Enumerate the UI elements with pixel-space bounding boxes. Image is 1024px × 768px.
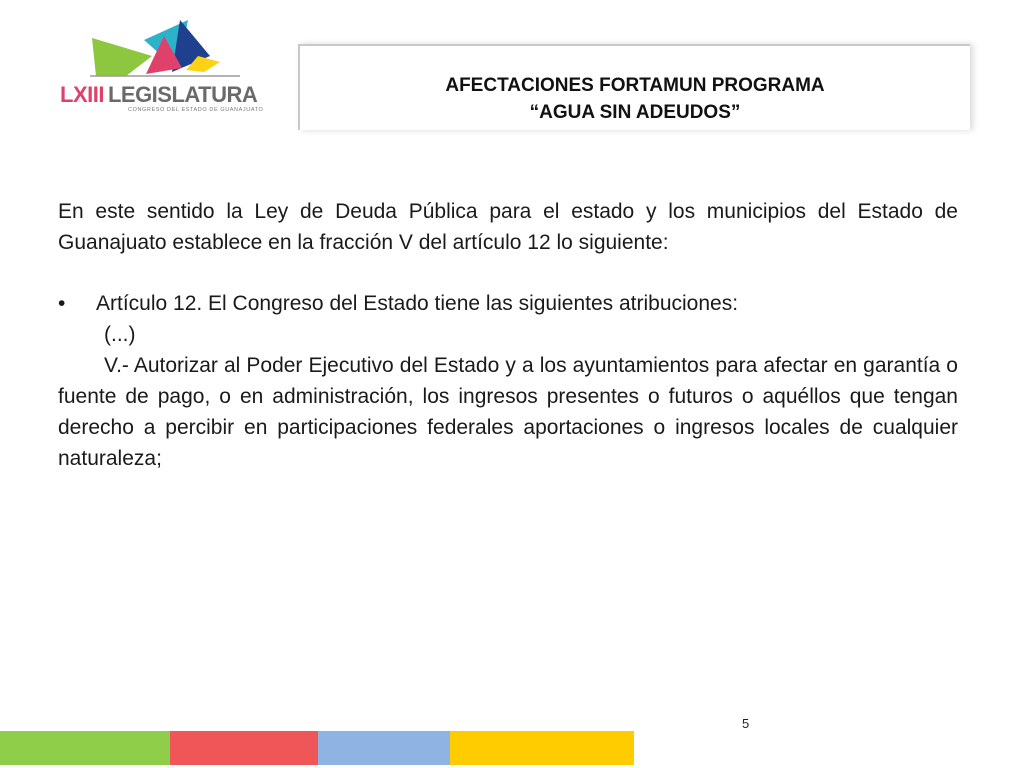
logo-subtitle: CONGRESO DEL ESTADO DE GUANAJUATO bbox=[128, 107, 264, 113]
bullet-item bbox=[58, 288, 958, 319]
fraction-v-paragraph: V.- Autorizar al Poder Ejecutivo del Estado y a los ayuntamientos para afectar en garantía o fuente de pago, o en administración, los ingresos presentes o futuros o aquéllos que tengan derecho a percibir en participaciones federales aportaciones o ingresos locales de cualquier naturaleza; bbox=[58, 354, 958, 470]
bullet-marker: • bbox=[58, 292, 66, 315]
footer-bar-yellow bbox=[450, 731, 634, 765]
footer-bar-red bbox=[170, 731, 318, 765]
ellipsis-text: (...) bbox=[104, 323, 136, 346]
title-line-2: “AGUA SIN ADEUDOS” bbox=[529, 102, 741, 123]
logo-word: LEGISLATURA bbox=[107, 82, 258, 107]
footer-bar-blue bbox=[318, 731, 450, 765]
header-title-box bbox=[298, 44, 970, 130]
legislatura-logo bbox=[60, 18, 270, 118]
title-line-1: AFECTACIONES FORTAMUN PROGRAMA bbox=[445, 75, 825, 96]
page-number: 5 bbox=[742, 716, 750, 731]
logo-emblem-icon bbox=[60, 18, 270, 82]
logo-roman-numeral: LXIII bbox=[60, 82, 104, 107]
slide-body bbox=[58, 196, 958, 474]
page-title bbox=[300, 72, 970, 126]
bullet-text: Artículo 12. El Congreso del Estado tiene las siguientes atribuciones: bbox=[96, 292, 739, 315]
intro-paragraph: En este sentido la Ley de Deuda Pública para el estado y los municipios del Estado de Guanajuato establece en la fracción V del artículo 12 lo siguiente: bbox=[58, 200, 958, 254]
logo-wordmark bbox=[60, 82, 257, 108]
footer-bar-green bbox=[0, 731, 170, 765]
